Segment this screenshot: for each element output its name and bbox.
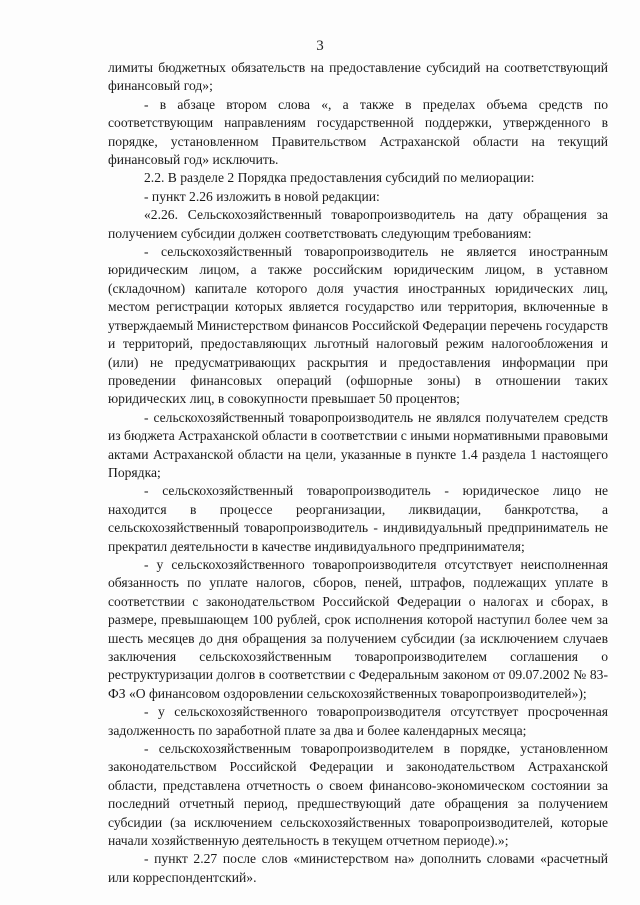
paragraph-punkt-2-26-text: «2.26. Сельскохозяйственный товаропроизводитель на дату обращения за получением субсидии должен соответствовать следующим требованиям: <box>108 207 608 241</box>
paragraph-continuation: лимиты бюджетных обязательств на предоставление субсидий на соответствующий финансовый год»; <box>108 60 608 94</box>
list-item-no-reorganization: - сельскохозяйственный товаропроизводитель - юридическое лицо не находится в процессе реорганизации, ликвидации, банкротства, а сельскохозяйственный товаропроизводитель - индивидуальный предприниматель не прекратил деятельности в качестве индивидуального предпринимателя; <box>108 483 608 554</box>
paragraph-punkt-2-27: - пункт 2.27 после слов «министерством на» дополнить словами «расчетный или корреспондентский». <box>108 851 608 885</box>
document-body <box>108 59 608 887</box>
paragraph-punkt-2-26-intro: - пункт 2.26 изложить в новой редакции: <box>144 188 380 204</box>
paragraph-section-2-2: 2.2. В разделе 2 Порядка предоставления субсидий по мелиорации: <box>144 170 535 186</box>
page-number: 3 <box>316 38 324 54</box>
paragraph-abzac-vtoroy: - в абзаце втором слова «, а также в пределах объема средств по соответствующим направлениям государственной поддержки, утвержденного в порядке, установленном Правительством Астраханской области на текущий финансовый год» исключить. <box>108 96 608 168</box>
list-item-foreign-entity: - сельскохозяйственный товаропроизводитель не является иностранным юридическим лицом, а также российским юридическим лицом, в уставном (складочном) капитале которого доля участия иностранных юридических лиц, местом регистрации которых является государство или территория, включенные в утверждаемый Министерством финансов Российской Федерации перечень государств и территорий, предоставляющих льготный налоговый режим налогообложения и (или) не предусматривающих раскрытия и предоставления информации при проведении финансовых операций (офшорные зоны) в отношении таких юридических лиц, в совокупности превышает 50 процентов; <box>108 244 608 407</box>
list-item-no-wage-arrears: - у сельскохозяйственного товаропроизводителя отсутствует просроченная задолженность по заработной плате за два и более календарных месяца; <box>108 704 608 738</box>
list-item-no-tax-debt: - у сельскохозяйственного товаропроизводителя отсутствует неисполненная обязанность по уплате налогов, сборов, пеней, штрафов, подлежащих уплате в соответствии с законодательством Российской Федерации о налогах и сборах, в размере, превышающем 100 рублей, срок исполнения которой наступил более чем за шесть месяцев до дня обращения за получением субсидии (за исключением случаев заключения сельскохозяйственным товаропроизводителем соглашения о реструктуризации долгов в соответствии с Федеральным законом от 09.07.2002 № 83-ФЗ «О финансовом оздоровлении сельскохозяйственных товаропроизводителей»); <box>108 556 608 701</box>
list-item-no-budget-funds: - сельскохозяйственный товаропроизводитель не являлся получателем средств из бюджета Астраханской области в соответствии с иными нормативными правовыми актами Астраханской области на цели, указанные в пункте 1.4 раздела 1 настоящего Порядка; <box>108 409 609 480</box>
list-item-reporting-submitted: - сельскохозяйственным товаропроизводителем в порядке, установленном законодательством Российской Федерации и законодательством Астраханской области, представлена отчетность о своем финансово-экономическом состоянии за последний отчетный период, предшествующий дате обращения за получением субсидии (за исключением сельскохозяйственных товаропроизводителей, которые начали хозяйственную деятельность в текущем отчетном периоде).»; <box>108 741 608 849</box>
